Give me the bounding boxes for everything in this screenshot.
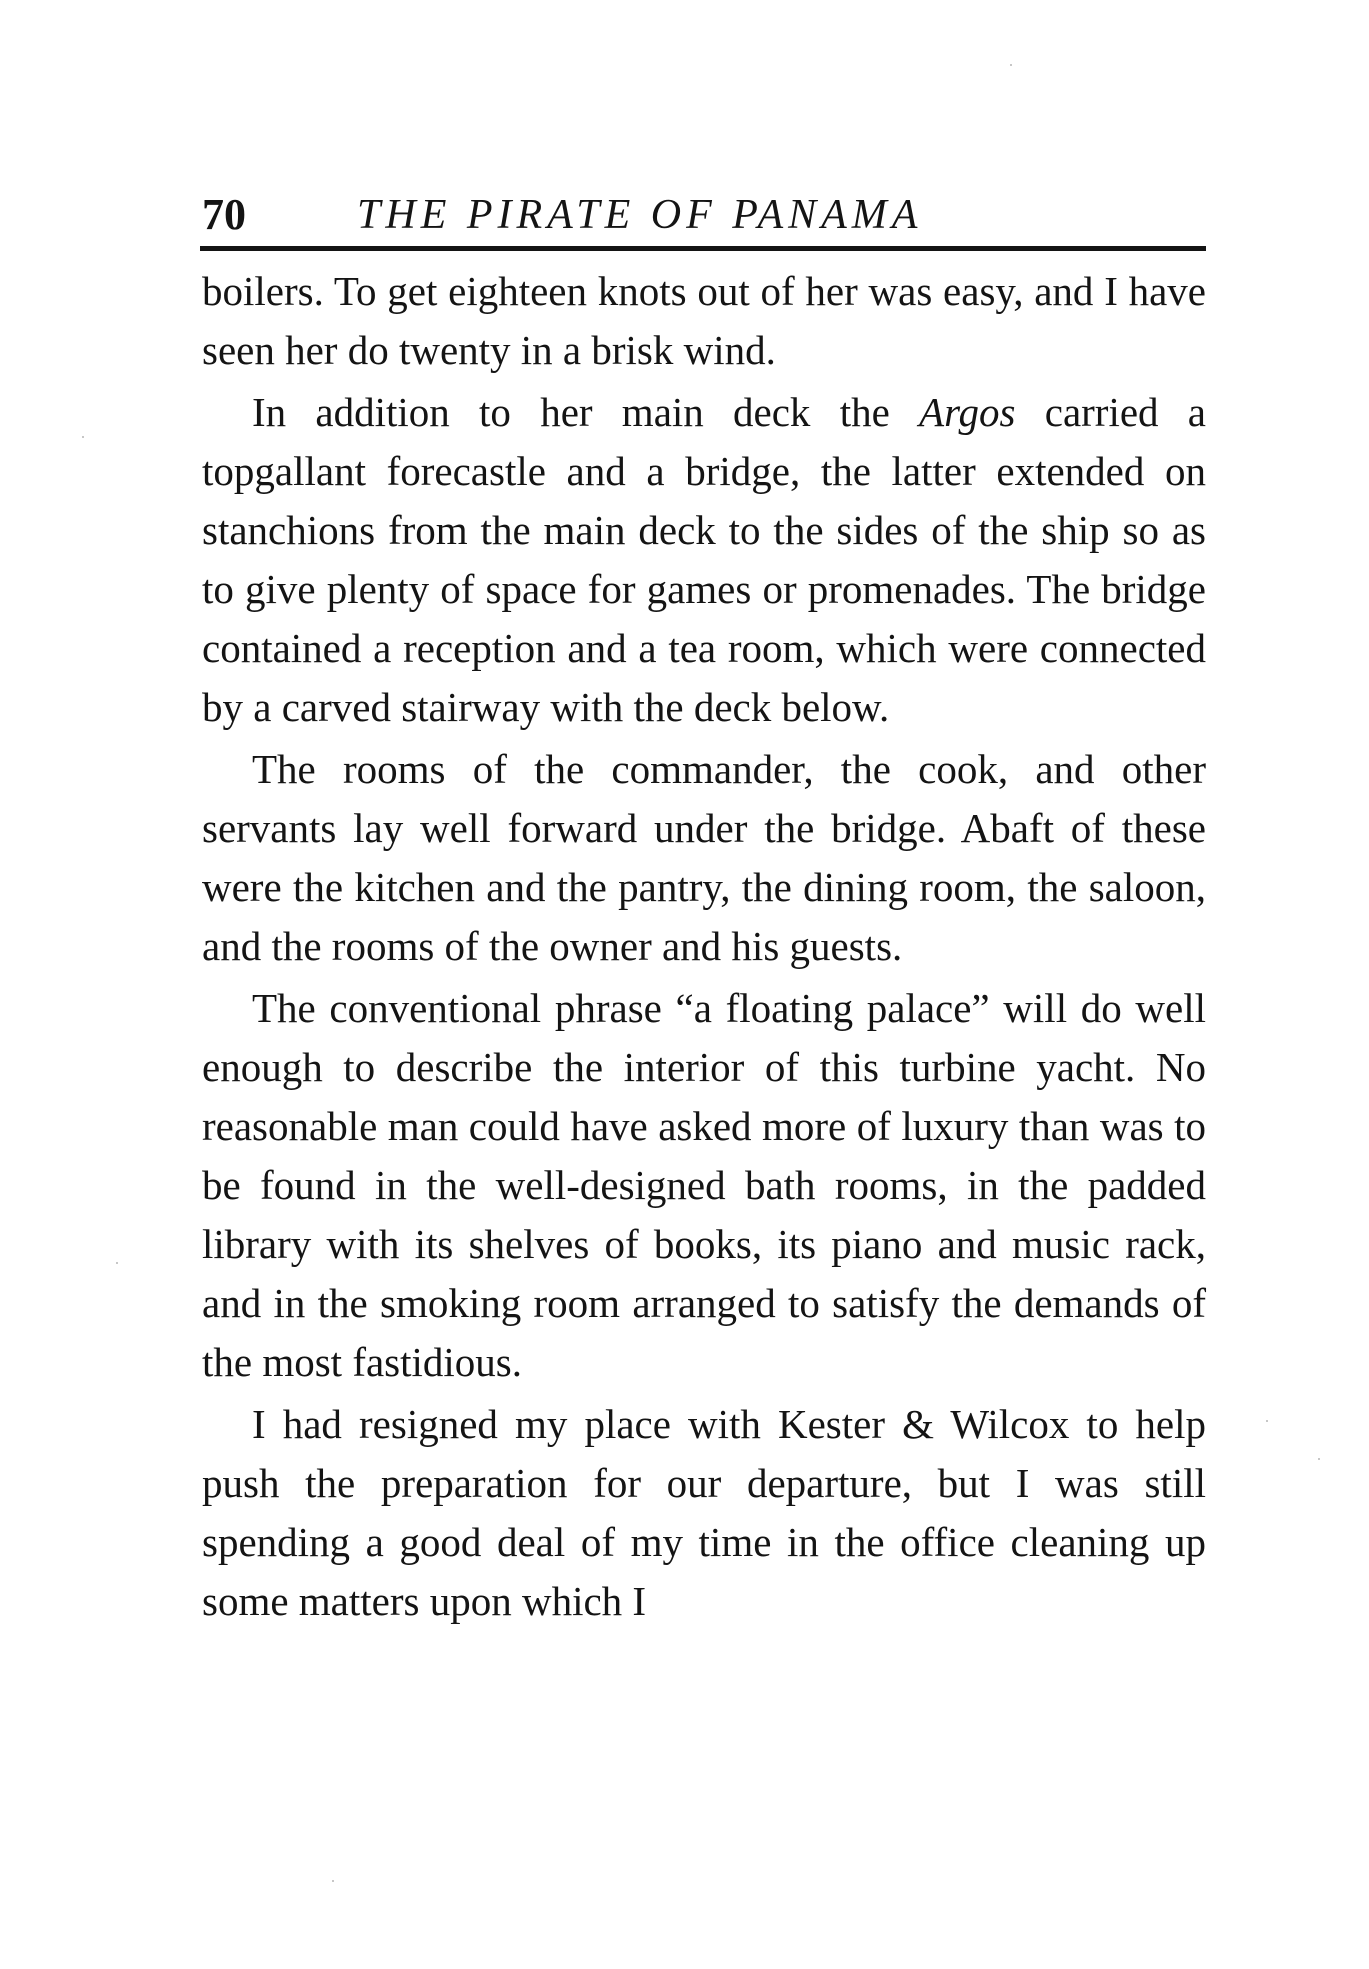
paragraph-2-text-before: In addition to her main deck the — [252, 389, 920, 435]
paragraph-3: The rooms of the commander, the cook, and other servants lay well forward under the bridge. Abaft of these were the kitchen and the pantry, the dining room, the saloon, and the rooms of the owner and his guests. — [202, 746, 1206, 969]
paper-speck — [116, 1262, 118, 1264]
paragraph-5: I had resigned my place with Kester & Wilcox to help push the preparation for our departure, but I was still spending a good deal of my time in the office cleaning up some matters upon which I — [202, 1401, 1206, 1624]
paper-speck — [332, 1880, 334, 1882]
paper-speck — [1318, 1458, 1320, 1460]
header-rule — [200, 246, 1206, 251]
paragraph-4: The conventional phrase “a floating palace” will do well enough to describe the interior of this turbine yacht. No reasonable man could have asked more of luxury than was to be found in the well-designed bath rooms, in the padded library with its shelves of books, its piano and music rack, and in the smoking room arranged to satisfy the demands of the most fastidious. — [202, 985, 1206, 1385]
paragraph-1: boilers. To get eighteen knots out of her was easy, and I have seen her do twenty in a brisk wind. — [202, 268, 1206, 373]
page-number: 70 — [202, 190, 246, 239]
paragraph-2-text-after: carried a topgallant forecastle and a bridge, the latter extended on stanchions from the main deck to the sides of the ship so as to give plenty of space for games or promenades. The bridge contained a reception and a tea room, which were connected by a carved stairway with the deck below. — [202, 389, 1206, 730]
ship-name-italic: Argos — [919, 389, 1016, 435]
paper-speck — [1010, 64, 1012, 66]
paragraph-2 — [202, 383, 1206, 737]
running-head — [202, 186, 1206, 244]
paper-speck — [82, 436, 84, 438]
paper-speck — [1266, 1420, 1268, 1422]
book-title: THE PIRATE OF PANAMA — [357, 192, 923, 238]
body-text — [202, 262, 1206, 1631]
